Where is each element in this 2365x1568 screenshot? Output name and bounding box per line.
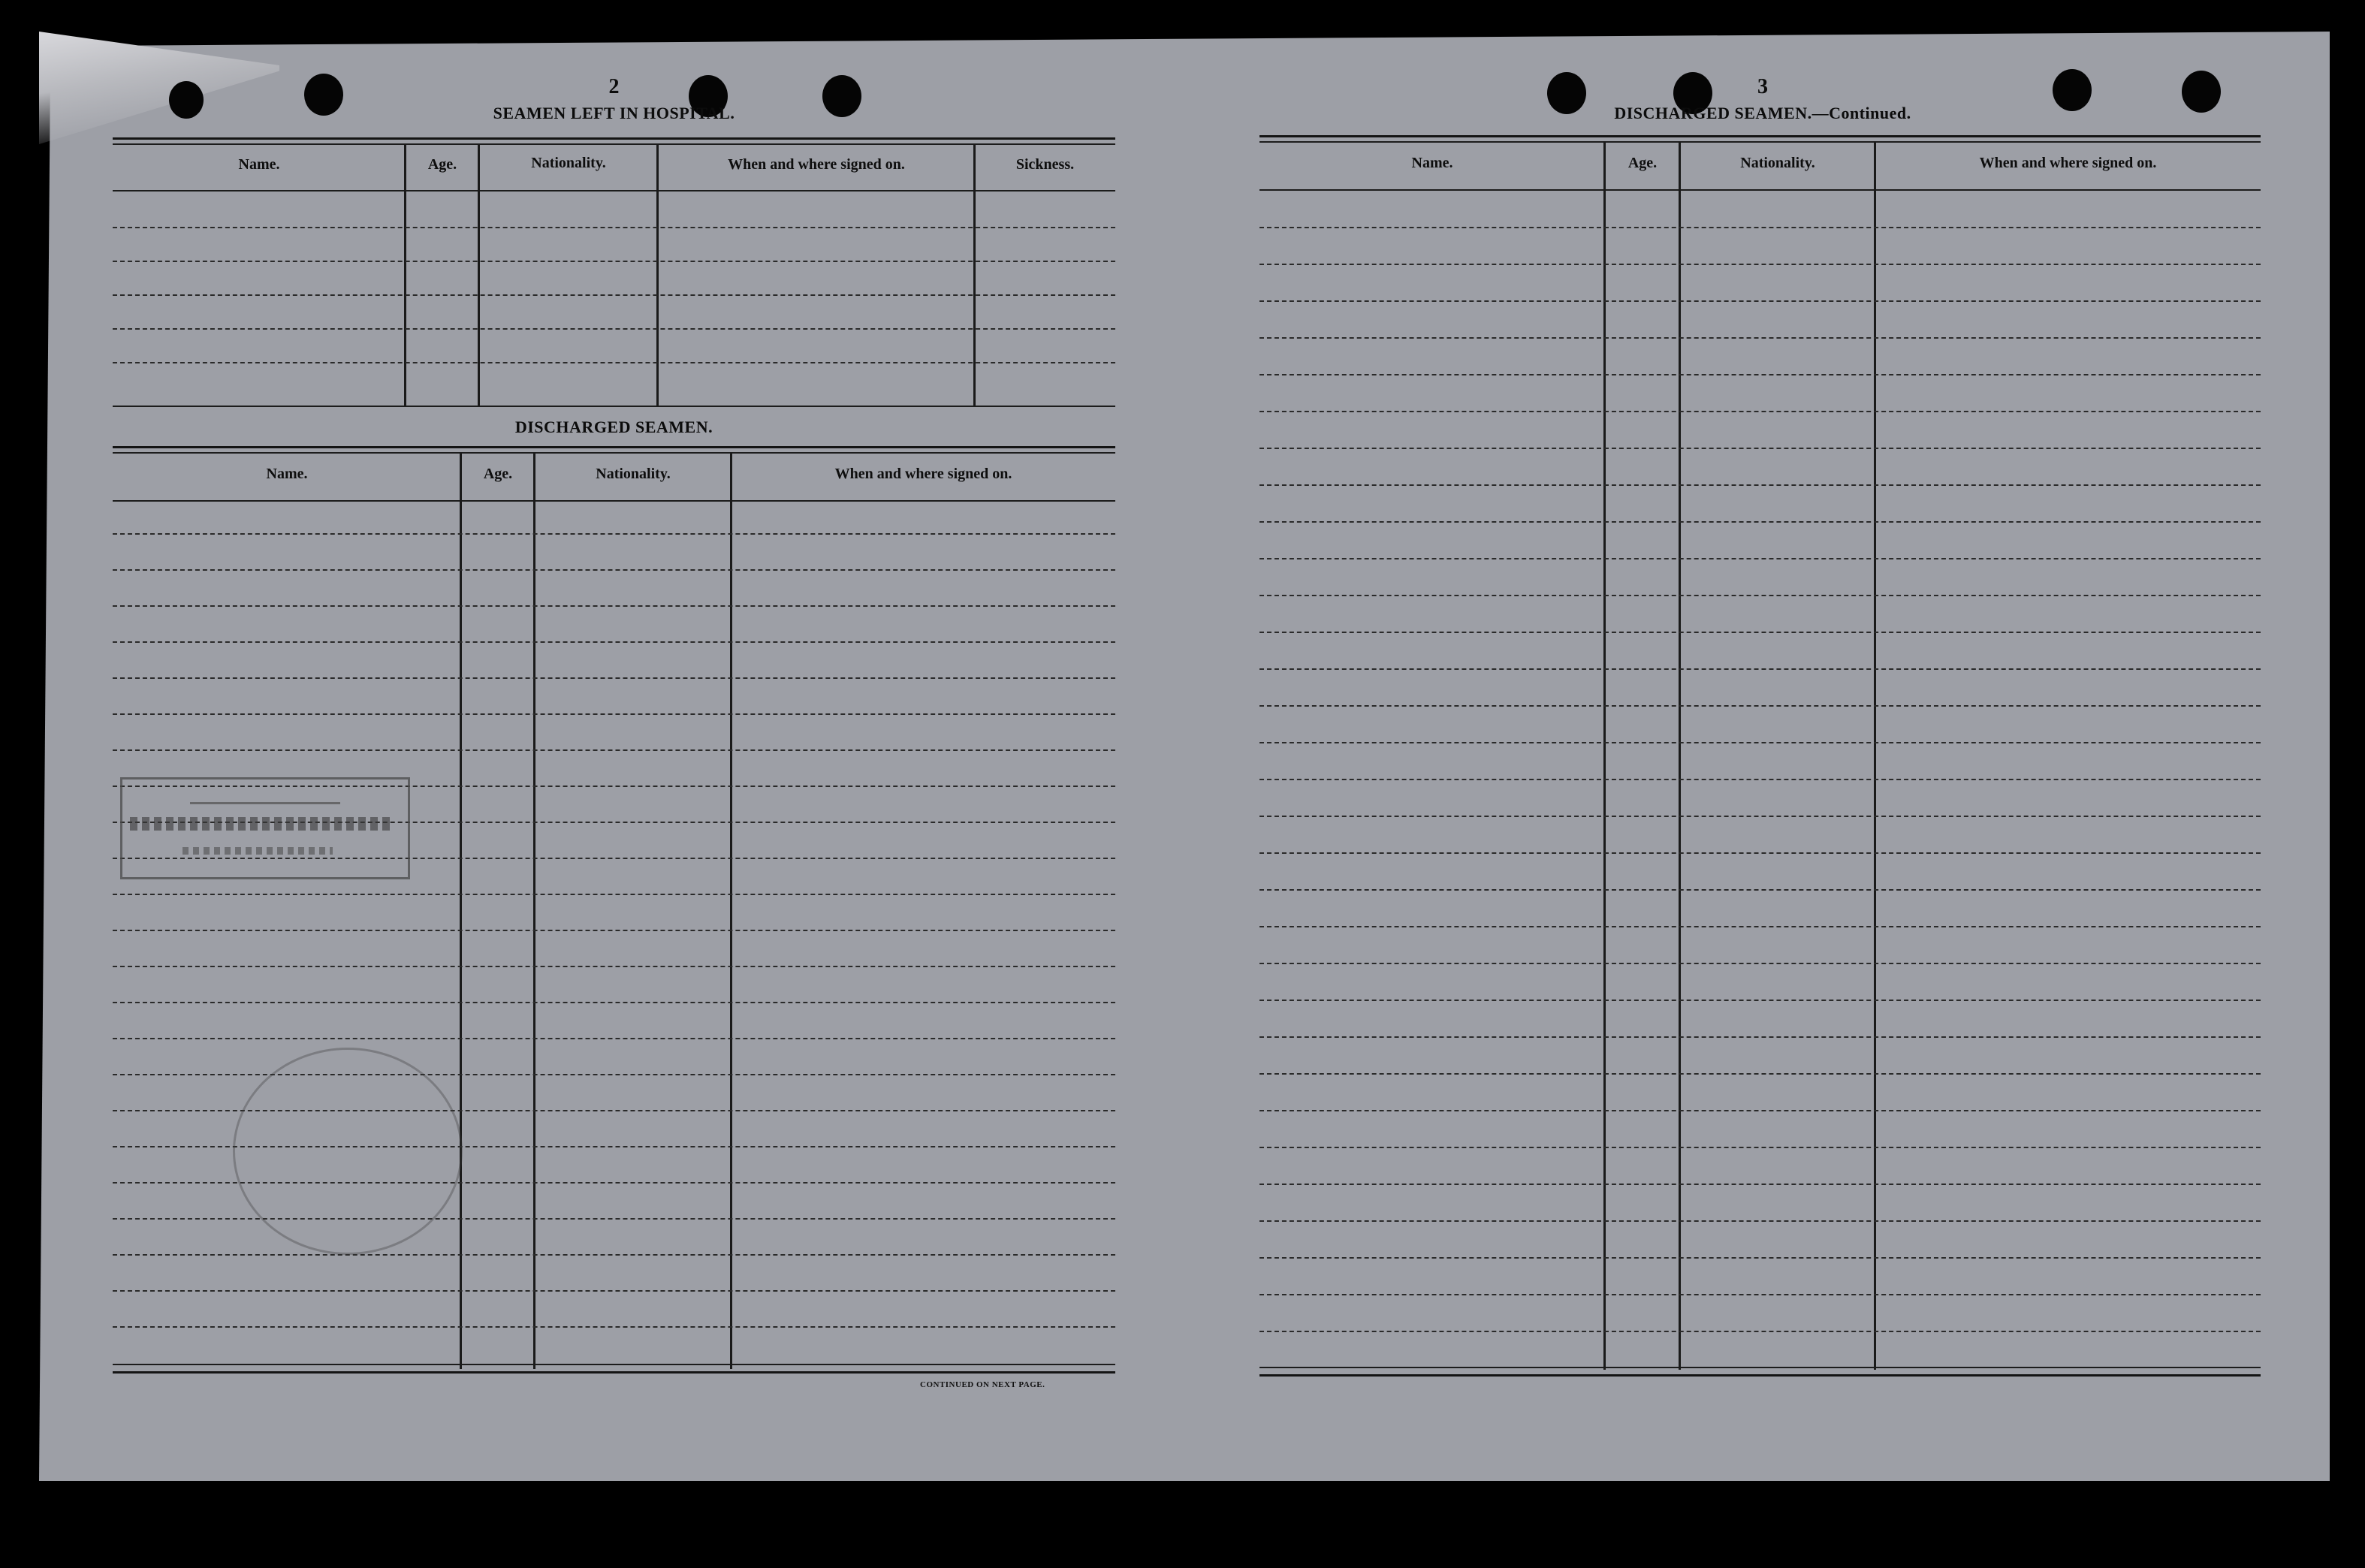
entry-line bbox=[1259, 558, 2261, 559]
column-divider bbox=[1874, 142, 1876, 1370]
entry-line bbox=[1259, 1184, 2261, 1185]
entry-line bbox=[1259, 779, 2261, 780]
section-rule bbox=[113, 406, 1115, 407]
page-number: 2 bbox=[608, 75, 620, 98]
entry-line bbox=[1259, 264, 2261, 265]
table-bottom-rule bbox=[1259, 1367, 2261, 1368]
column-header-signed-on: When and where signed on. bbox=[834, 466, 1012, 482]
column-divider bbox=[1679, 142, 1681, 1370]
entry-line bbox=[1259, 632, 2261, 633]
entry-line bbox=[1259, 1294, 2261, 1295]
entry-line bbox=[1259, 1331, 2261, 1332]
column-header-age: Age. bbox=[483, 466, 513, 482]
header-bottom-rule bbox=[1259, 189, 2261, 191]
entry-line bbox=[113, 294, 1115, 296]
column-divider bbox=[460, 453, 462, 1369]
entry-line bbox=[113, 1254, 1115, 1256]
rubber-stamp bbox=[120, 777, 410, 879]
entry-line bbox=[113, 677, 1115, 679]
discharged-continued-title: DISCHARGED SEAMEN.—Continued. bbox=[1614, 104, 1911, 122]
entry-line bbox=[1259, 448, 2261, 449]
entry-line bbox=[113, 641, 1115, 643]
entry-line bbox=[1259, 337, 2261, 339]
entry-line bbox=[1259, 852, 2261, 854]
entry-line bbox=[1259, 1147, 2261, 1148]
entry-line bbox=[113, 966, 1115, 967]
table-top-rule bbox=[1259, 135, 2261, 137]
header-bottom-rule bbox=[113, 500, 1115, 502]
column-divider bbox=[478, 144, 480, 406]
right-page bbox=[1259, 0, 2261, 1568]
faded-seal bbox=[233, 1048, 463, 1255]
table-bottom-rule bbox=[113, 1371, 1115, 1374]
hospital-section-title: SEAMEN LEFT IN HOSPITAL. bbox=[493, 104, 735, 122]
entry-line bbox=[1259, 1000, 2261, 1001]
entry-line bbox=[1259, 1036, 2261, 1038]
entry-line bbox=[1259, 1110, 2261, 1111]
entry-line bbox=[1259, 926, 2261, 927]
entry-line bbox=[113, 1038, 1115, 1039]
entry-line bbox=[1259, 963, 2261, 964]
column-divider bbox=[973, 144, 976, 406]
entry-line bbox=[113, 1002, 1115, 1003]
table-top-rule bbox=[113, 137, 1115, 140]
entry-line bbox=[113, 328, 1115, 330]
column-header-nationality: Nationality. bbox=[596, 466, 671, 482]
entry-line bbox=[113, 713, 1115, 715]
column-divider bbox=[404, 144, 406, 406]
entry-line bbox=[113, 227, 1115, 228]
column-header-signed-on: When and where signed on. bbox=[728, 156, 905, 173]
table-top-rule bbox=[1259, 141, 2261, 143]
column-divider bbox=[656, 144, 659, 406]
entry-line bbox=[113, 894, 1115, 895]
table-top-rule bbox=[113, 446, 1115, 448]
table-bottom-rule bbox=[113, 1364, 1115, 1365]
column-header-name: Name. bbox=[266, 466, 308, 482]
entry-line bbox=[113, 1074, 1115, 1075]
entry-line bbox=[1259, 227, 2261, 228]
column-header-signed-on: When and where signed on. bbox=[1979, 155, 2157, 171]
column-header-name: Name. bbox=[1411, 155, 1453, 171]
column-header-age: Age. bbox=[1627, 155, 1658, 171]
entry-line bbox=[1259, 705, 2261, 707]
column-header-sickness: Sickness. bbox=[1015, 156, 1075, 173]
table-top-rule bbox=[113, 452, 1115, 454]
entry-line bbox=[1259, 595, 2261, 596]
entry-line bbox=[113, 261, 1115, 262]
continued-footer: CONTINUED ON NEXT PAGE. bbox=[920, 1380, 1045, 1389]
header-bottom-rule bbox=[113, 190, 1115, 191]
column-header-nationality: Nationality. bbox=[1740, 155, 1815, 171]
entry-line bbox=[1259, 889, 2261, 891]
table-top-rule bbox=[113, 143, 1115, 145]
entry-line bbox=[1259, 1257, 2261, 1259]
entry-line bbox=[113, 930, 1115, 931]
column-header-age: Age. bbox=[427, 156, 457, 173]
entry-line bbox=[113, 569, 1115, 571]
column-divider bbox=[1603, 142, 1606, 1370]
entry-line bbox=[1259, 411, 2261, 412]
column-header-nationality: Nationality. bbox=[531, 155, 606, 171]
entry-line bbox=[113, 605, 1115, 607]
entry-line bbox=[113, 362, 1115, 363]
discharged-section-title: DISCHARGED SEAMEN. bbox=[514, 418, 713, 436]
entry-line bbox=[1259, 300, 2261, 302]
entry-line bbox=[1259, 668, 2261, 670]
table-bottom-rule bbox=[1259, 1374, 2261, 1377]
entry-line bbox=[1259, 816, 2261, 817]
entry-line bbox=[1259, 484, 2261, 486]
column-divider bbox=[730, 453, 732, 1369]
column-header-name: Name. bbox=[238, 156, 280, 173]
entry-line bbox=[113, 749, 1115, 751]
entry-line bbox=[1259, 374, 2261, 375]
entry-line bbox=[1259, 1220, 2261, 1222]
entry-line bbox=[113, 1326, 1115, 1328]
entry-line bbox=[113, 1290, 1115, 1292]
entry-line bbox=[1259, 1073, 2261, 1075]
entry-line bbox=[113, 533, 1115, 535]
page-number: 3 bbox=[1757, 75, 1768, 98]
column-divider bbox=[533, 453, 535, 1369]
entry-line bbox=[1259, 521, 2261, 523]
entry-line bbox=[1259, 742, 2261, 743]
